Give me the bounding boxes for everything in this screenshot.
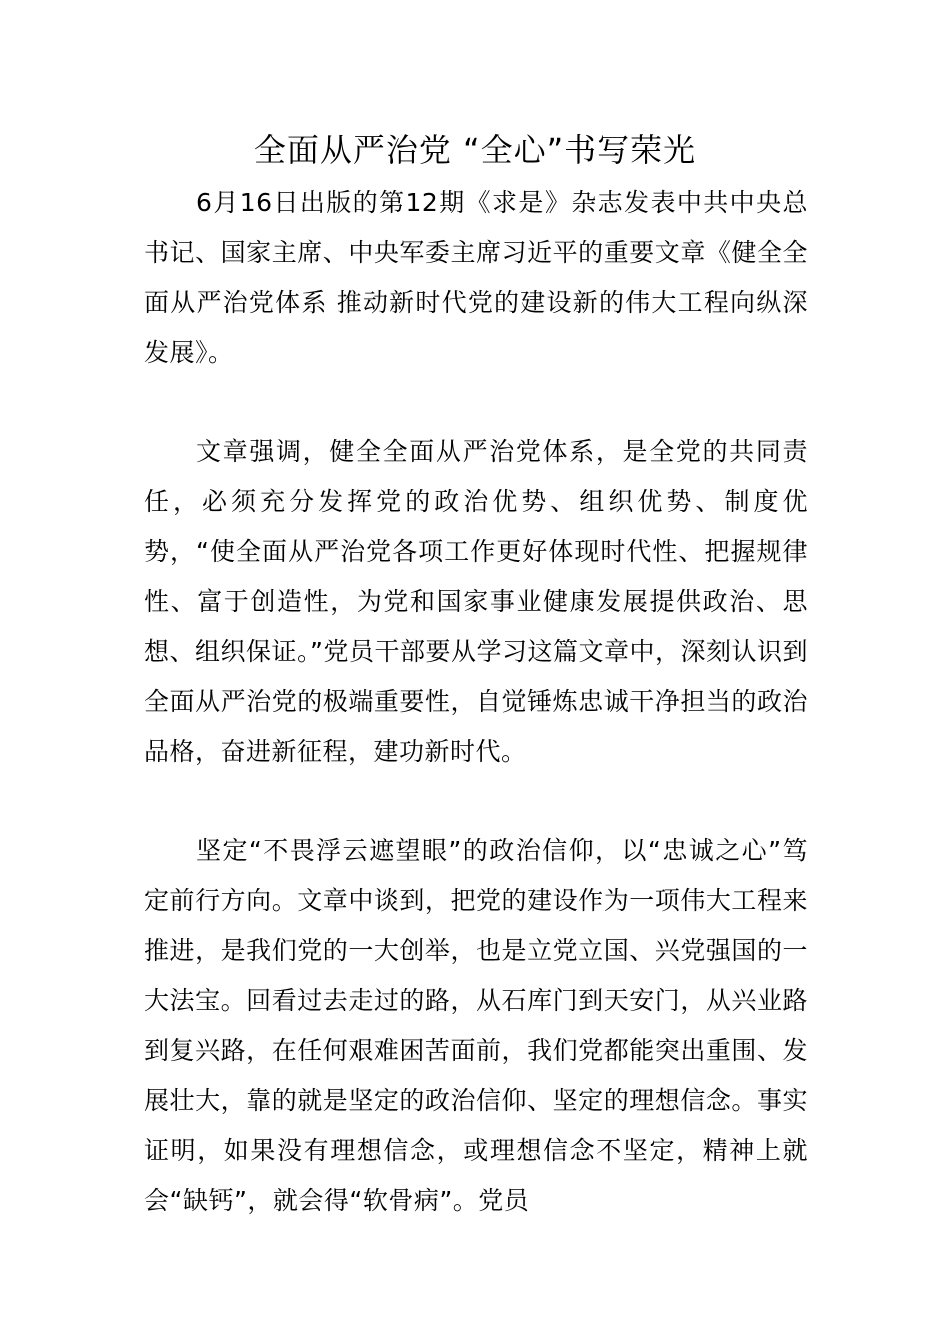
paragraph-2: 文章强调，健全全面从严治党体系，是全党的共同责任，必须充分发挥党的政治优势、组织优势、制度优势，“使全面从严治党各项工作更好体现时代性、把握规律性、富于创造性，为党和国家事业健康发展提供政治、思想、组织保证。”党员干部要从学习这篇文章中，深刻认识到全面从严治党的极端重要性，自觉锤炼忠诚干净担当的政治品格，奋进新征程，建功新时代。 (144, 437, 808, 766)
document-title: 全面从严治党 “全心”书写荣光 (253, 131, 697, 169)
paragraph-3: 坚定“不畏浮云遮望眼”的政治信仰，以“忠诚之心”笃定前行方向。文章中谈到，把党的建设作为一项伟大工程来推进，是我们党的一大创举，也是立党立国、兴党强国的一大法宝。回看过去走过的路，从石库门到天安门，从兴业路到复兴路，在任何艰难困苦面前，我们党都能突出重围、发展壮大，靠的就是坚定的政治信仰、坚定的理想信念。事实证明，如果没有理想信念，或理想信念不坚定，精神上就会“缺钙”，就会得“软骨病”。党员 (144, 836, 808, 1215)
paragraph-1: 6月16日出版的第12期《求是》杂志发表中共中央总书记、国家主席、中央军委主席习近平的重要文章《健全全面从严治党体系 推动新时代党的建设新的伟大工程向纵深发展》。 (144, 188, 808, 367)
